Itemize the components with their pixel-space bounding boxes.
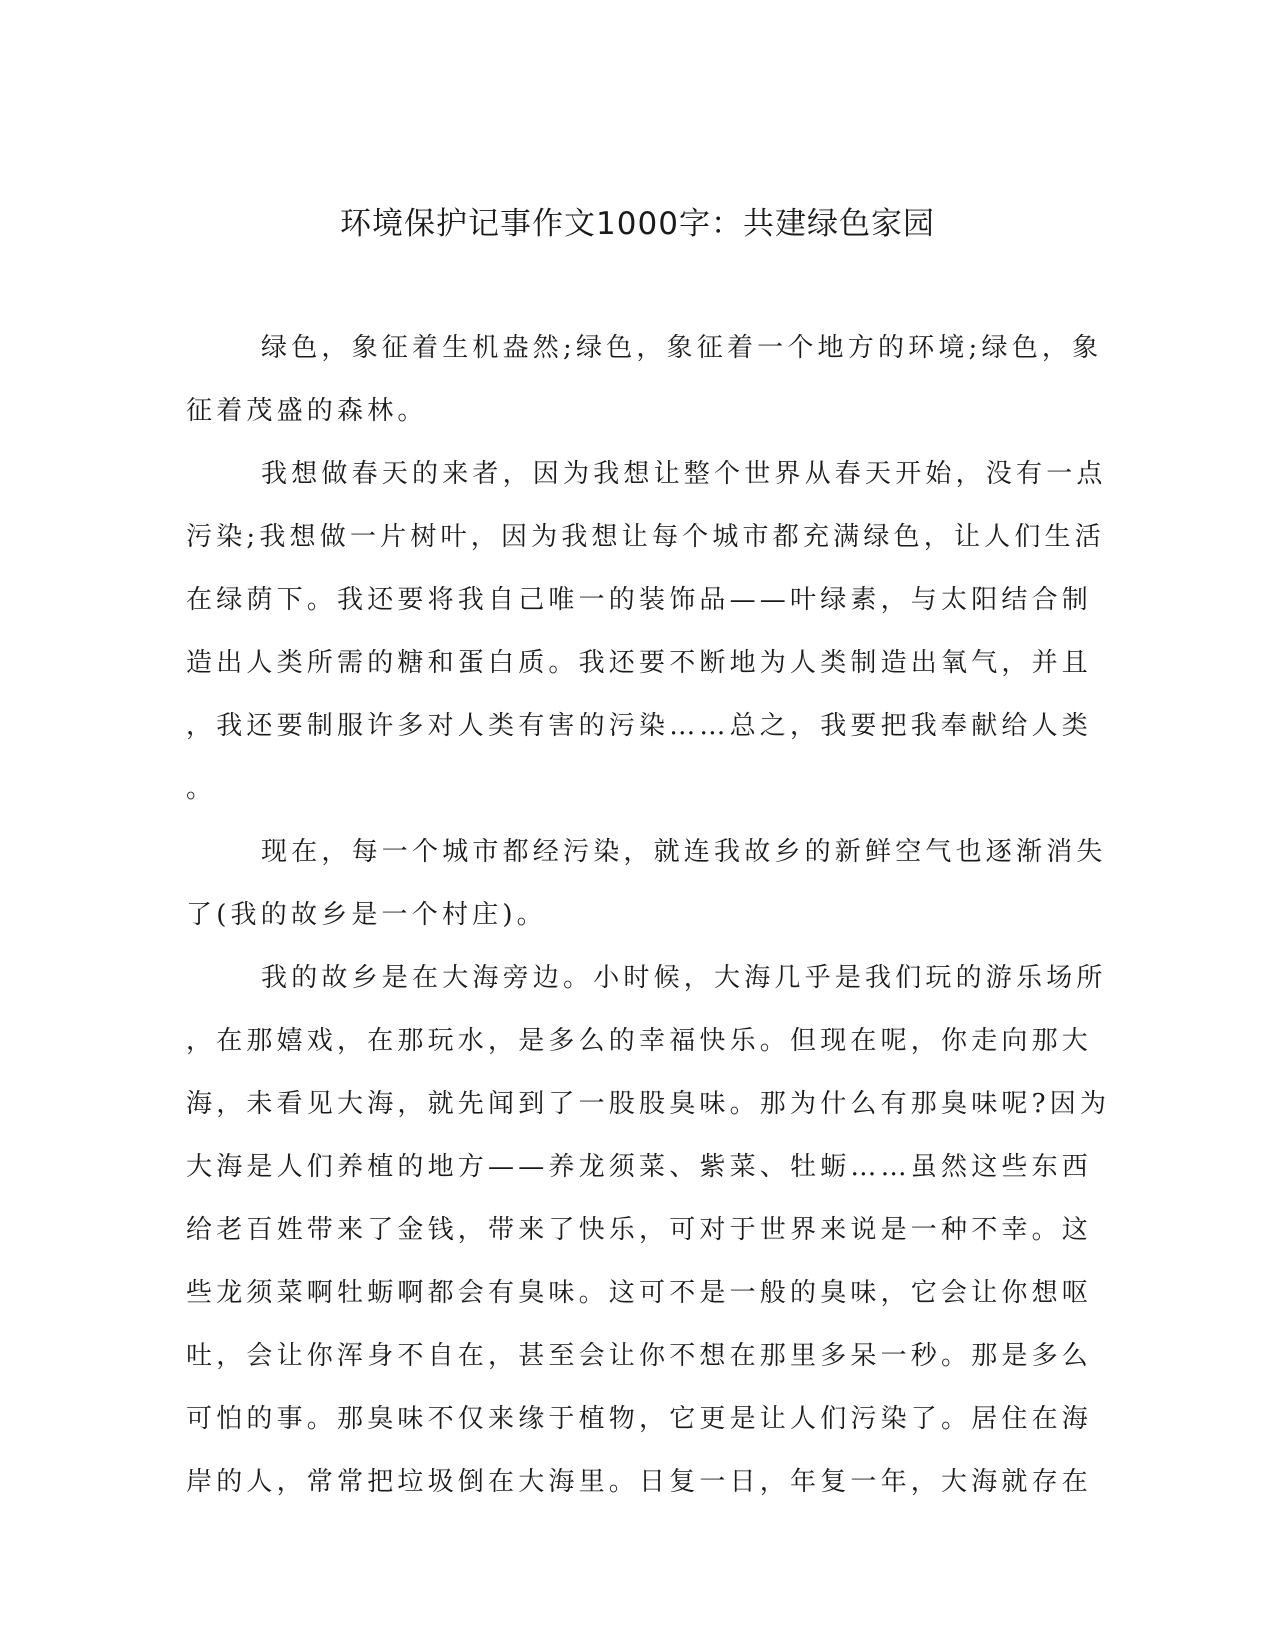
- text-line: 可怕的事。那臭味不仅来缘于植物，它更是让人们污染了。居住在海: [186, 1404, 1093, 1434]
- text-line: 海，未看见大海，就先闻到了一股股臭味。那为什么有那臭味呢?因为: [186, 1089, 1111, 1119]
- text-line: 在绿荫下。我还要将我自己唯一的装饰品——叶绿素，与太阳结合制: [186, 585, 1093, 615]
- text-line: 我想做春天的来者，因为我想让整个世界从春天开始，没有一点: [261, 459, 1107, 489]
- text-line: 现在，每一个城市都经污染，就连我故乡的新鲜空气也逐渐消失: [261, 837, 1107, 867]
- text-line: 些龙须菜啊牡蛎啊都会有臭味。这可不是一般的臭味，它会让你想呕: [186, 1278, 1093, 1308]
- text-line: 。: [186, 774, 217, 804]
- text-line: 污染;我想做一片树叶，因为我想让每个城市都充满绿色，让人们生活: [186, 522, 1105, 552]
- text-line: 大海是人们养植的地方——养龙须菜、紫菜、牡蛎……虽然这些东西: [186, 1152, 1093, 1182]
- text-line: ，我还要制服许多对人类有害的污染……总之，我要把我奉献给人类: [186, 711, 1093, 741]
- text-line: 我的故乡是在大海旁边。小时候，大海几乎是我们玩的游乐场所: [261, 963, 1107, 993]
- text-line: 造出人类所需的糖和蛋白质。我还要不断地为人类制造出氧气，并且: [186, 648, 1093, 678]
- text-line: 征着茂盛的森林。: [186, 396, 428, 426]
- document-body: [186, 330, 1111, 1527]
- document-title: 环境保护记事作文1000字：共建绿色家园: [340, 206, 935, 242]
- text-line: 岸的人，常常把垃圾倒在大海里。日复一日，年复一年，大海就存在: [186, 1467, 1093, 1497]
- text-line: 绿色，象征着生机盎然;绿色，象征着一个地方的环境;绿色，象: [261, 333, 1103, 363]
- text-line: 了(我的故乡是一个村庄)。: [186, 900, 547, 930]
- text-line: ，在那嬉戏，在那玩水，是多么的幸福快乐。但现在呢，你走向那大: [186, 1026, 1093, 1056]
- text-line: 吐，会让你浑身不自在，甚至会让你不想在那里多呆一秒。那是多么: [186, 1341, 1093, 1371]
- text-line: 给老百姓带来了金钱，带来了快乐，可对于世界来说是一种不幸。这: [186, 1215, 1093, 1245]
